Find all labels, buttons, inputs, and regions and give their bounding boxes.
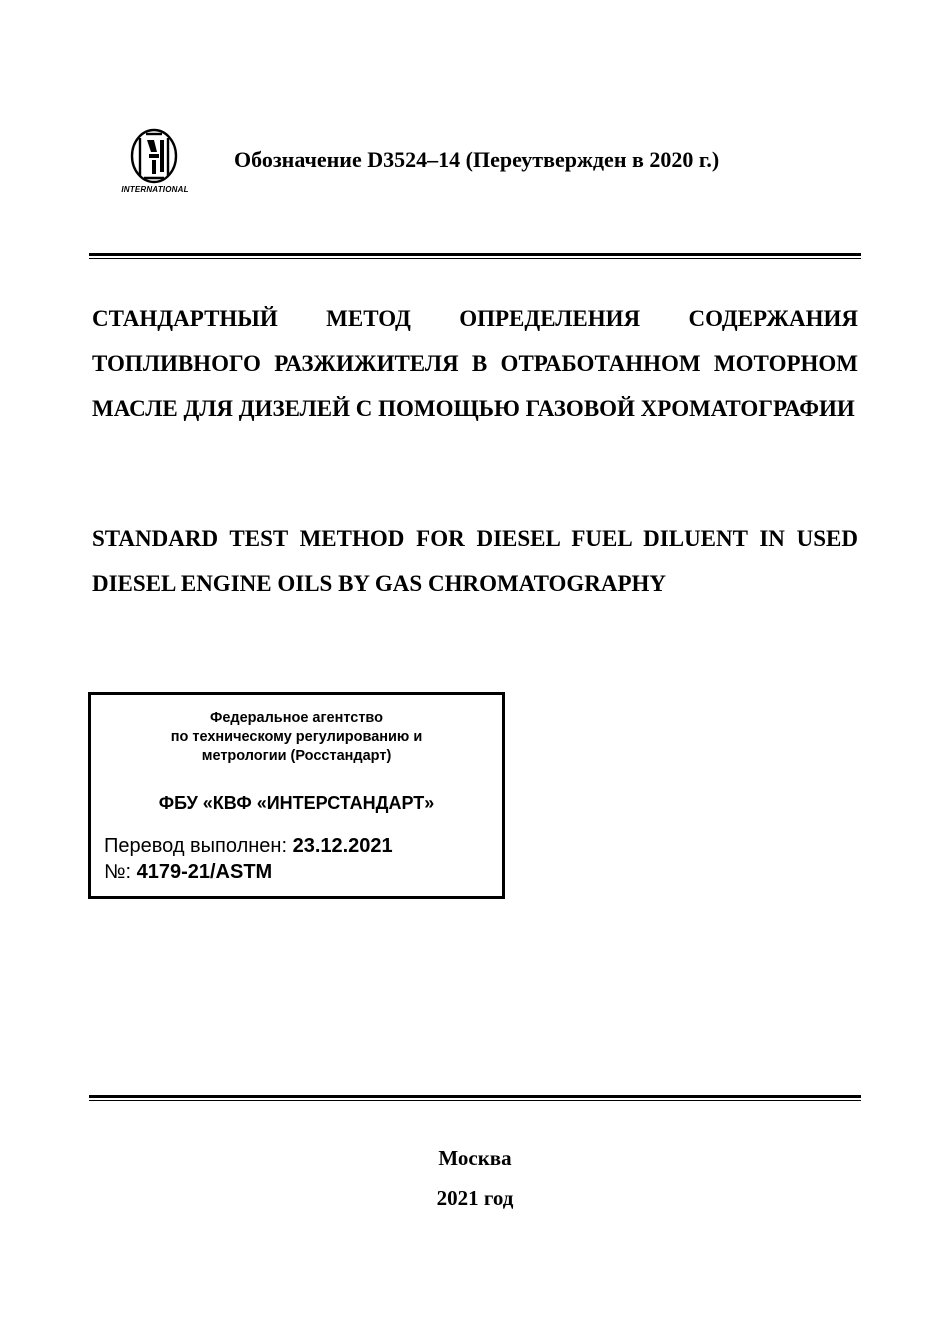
stamp-organization: ФБУ «КВФ «ИНТЕРСТАНДАРТ» (158, 793, 435, 813)
number-label: №: (104, 861, 137, 883)
stamp-translation-line (104, 835, 393, 858)
translation-number: 4179-21/ASTM (136, 861, 273, 883)
translation-date: 23.12.2021 (292, 835, 393, 857)
logo-caption: INTERNATIONAL (121, 185, 189, 194)
stamp-agency: Федеральное агентство по техническому регулированию и метрологии (Росстандарт) (170, 710, 423, 764)
footer-city: Москва (438, 1146, 512, 1170)
bottom-divider (89, 1095, 861, 1101)
translation-label: Перевод выполнен: (104, 835, 293, 857)
footer-year: 2021 год (436, 1186, 514, 1210)
stamp-number-line (104, 861, 272, 884)
top-divider (89, 253, 861, 259)
translation-stamp (88, 692, 505, 899)
title-english: STANDARD TEST METHOD FOR DIESEL FUEL DILUENT IN USED DIESEL ENGINE OILS BY GAS CHROMATOGRAPHY (92, 526, 858, 596)
standard-designation: Обозначение D3524–14 (Переутвержден в 2020 г.) (234, 147, 720, 172)
title-russian: СТАНДАРТНЫЙ МЕТОД ОПРЕДЕЛЕНИЯ СОДЕРЖАНИЯ ТОПЛИВНОГО РАЗЖИЖИТЕЛЯ В ОТРАБОТАННОМ МОТОРНОМ МАСЛЕ ДЛЯ ДИЗЕЛЕЙ С ПОМОЩЬЮ ГАЗОВОЙ ХРОМАТОГРАФИИ (92, 306, 858, 421)
